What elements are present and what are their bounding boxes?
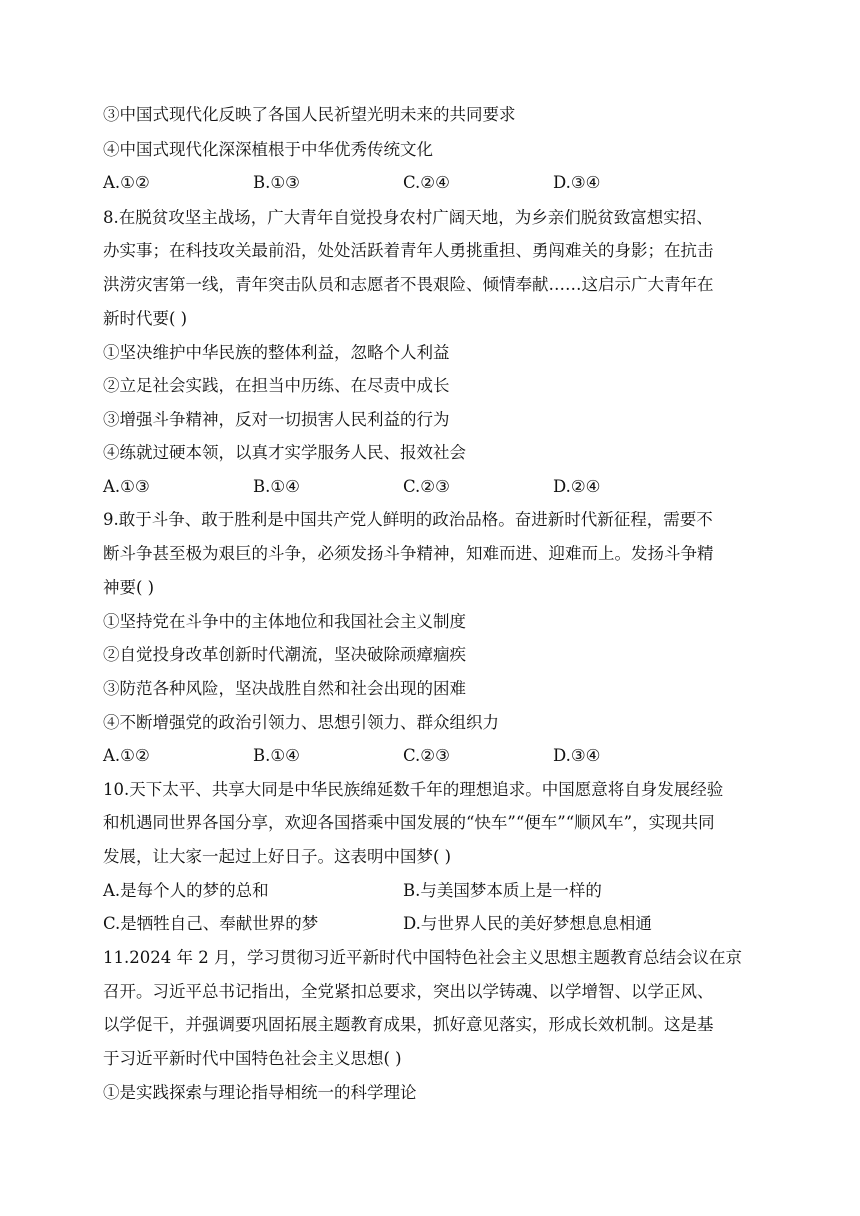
- q10-option-a[interactable]: A.是每个人的梦的总和: [103, 881, 269, 900]
- q11-stem-line-3: 以学促干，并强调要巩固拓展主题教育成果，抓好意见落实，形成长效机制。这是基: [103, 1015, 714, 1034]
- q8-option-b[interactable]: B.①④: [253, 477, 300, 496]
- q9-statement-1: ①坚持党在斗争中的主体地位和我国社会主义制度: [103, 612, 466, 631]
- q8-statement-3: ③增强斗争精神，反对一切损害人民利益的行为: [103, 410, 450, 429]
- q10-options-row-1: [103, 880, 763, 902]
- q9-option-c[interactable]: C.②③: [403, 746, 450, 765]
- q10-stem-line-1: 10.天下太平、共享大同是中华民族绵延数千年的理想追求。中国愿意将自身发展经验: [103, 780, 724, 799]
- q7-option-a[interactable]: A.①②: [103, 173, 150, 192]
- q8-stem-line-2: 办实事；在科技攻关最前沿，处处活跃着青年人勇挑重担、勇闯难关的身影；在抗击: [103, 241, 714, 260]
- q9-option-d[interactable]: D.③④: [553, 746, 601, 765]
- q7-option-c[interactable]: C.②④: [403, 173, 450, 192]
- q9-option-a[interactable]: A.①②: [103, 746, 150, 765]
- q10-option-d[interactable]: D.与世界人民的美好梦想息息相通: [403, 914, 652, 933]
- q10-option-b[interactable]: B.与美国梦本质上是一样的: [403, 881, 602, 900]
- q9-option-b[interactable]: B.①④: [253, 746, 300, 765]
- q7-statement-3: ③中国式现代化反映了各国人民祈望光明未来的共同要求: [103, 105, 516, 124]
- q8-option-d[interactable]: D.②④: [553, 477, 601, 496]
- q9-stem-line-2: 断斗争甚至极为艰巨的斗争，必须发扬斗争精神，知难而进、迎难而上。发扬斗争精: [103, 544, 714, 563]
- q11-stem-line-4: 于习近平新时代中国特色社会主义思想( ): [103, 1049, 402, 1068]
- q8-option-c[interactable]: C.②③: [403, 477, 450, 496]
- q11-stem-line-1: 11.2024 年 2 月，学习贯彻习近平新时代中国特色社会主义思想主题教育总结会议在京: [103, 948, 742, 967]
- q8-options: [103, 476, 763, 498]
- q10-stem-line-2: 和机遇同世界各国分享，欢迎各国搭乘中国发展的“快车”“便车”“顺风车”，实现共同: [103, 813, 715, 832]
- q8-statement-1: ①坚决维护中华民族的整体利益，忽略个人利益: [103, 343, 450, 362]
- q11-stem-line-2: 召开。习近平总书记指出，全党紧扣总要求，突出以学铸魂、以学增智、以学正风、: [103, 982, 714, 1001]
- q7-option-d[interactable]: D.③④: [553, 173, 601, 192]
- q8-stem-line-4: 新时代要( ): [103, 309, 188, 328]
- q11-statement-1: ①是实践探索与理论指导相统一的科学理论: [103, 1083, 417, 1102]
- q9-options: [103, 745, 763, 767]
- q10-options-row-2: [103, 913, 763, 935]
- q8-statement-2: ②立足社会实践，在担当中历练、在尽责中成长: [103, 376, 450, 395]
- q7-options: [103, 172, 763, 194]
- q7-statement-4: ④中国式现代化深深植根于中华优秀传统文化: [103, 140, 433, 159]
- q9-statement-3: ③防范各种风险，坚决战胜自然和社会出现的困难: [103, 679, 466, 698]
- q9-statement-2: ②自觉投身改革创新时代潮流，坚决破除顽瘴痼疾: [103, 645, 466, 664]
- q9-stem-line-1: 9.敢于斗争、敢于胜利是中国共产党人鲜明的政治品格。奋进新时代新征程，需要不: [103, 510, 713, 529]
- q7-option-b[interactable]: B.①③: [253, 173, 300, 192]
- q8-stem-line-1: 8.在脱贫攻坚主战场，广大青年自觉投身农村广阔天地，为乡亲们脱贫致富想实招、: [103, 208, 713, 227]
- q9-statement-4: ④不断增强党的政治引领力、思想引领力、群众组织力: [103, 713, 499, 732]
- q9-stem-line-3: 神要( ): [103, 578, 155, 597]
- q10-stem-line-3: 发展，让大家一起过上好日子。这表明中国梦( ): [103, 847, 452, 866]
- q8-statement-4: ④练就过硬本领，以真才实学服务人民、报效社会: [103, 443, 466, 462]
- q10-option-c[interactable]: C.是牺牲自己、奉献世界的梦: [103, 914, 319, 933]
- q8-stem-line-3: 洪涝灾害第一线，青年突击队员和志愿者不畏艰险、倾情奉献……这启示广大青年在: [103, 275, 714, 294]
- q8-option-a[interactable]: A.①③: [103, 477, 150, 496]
